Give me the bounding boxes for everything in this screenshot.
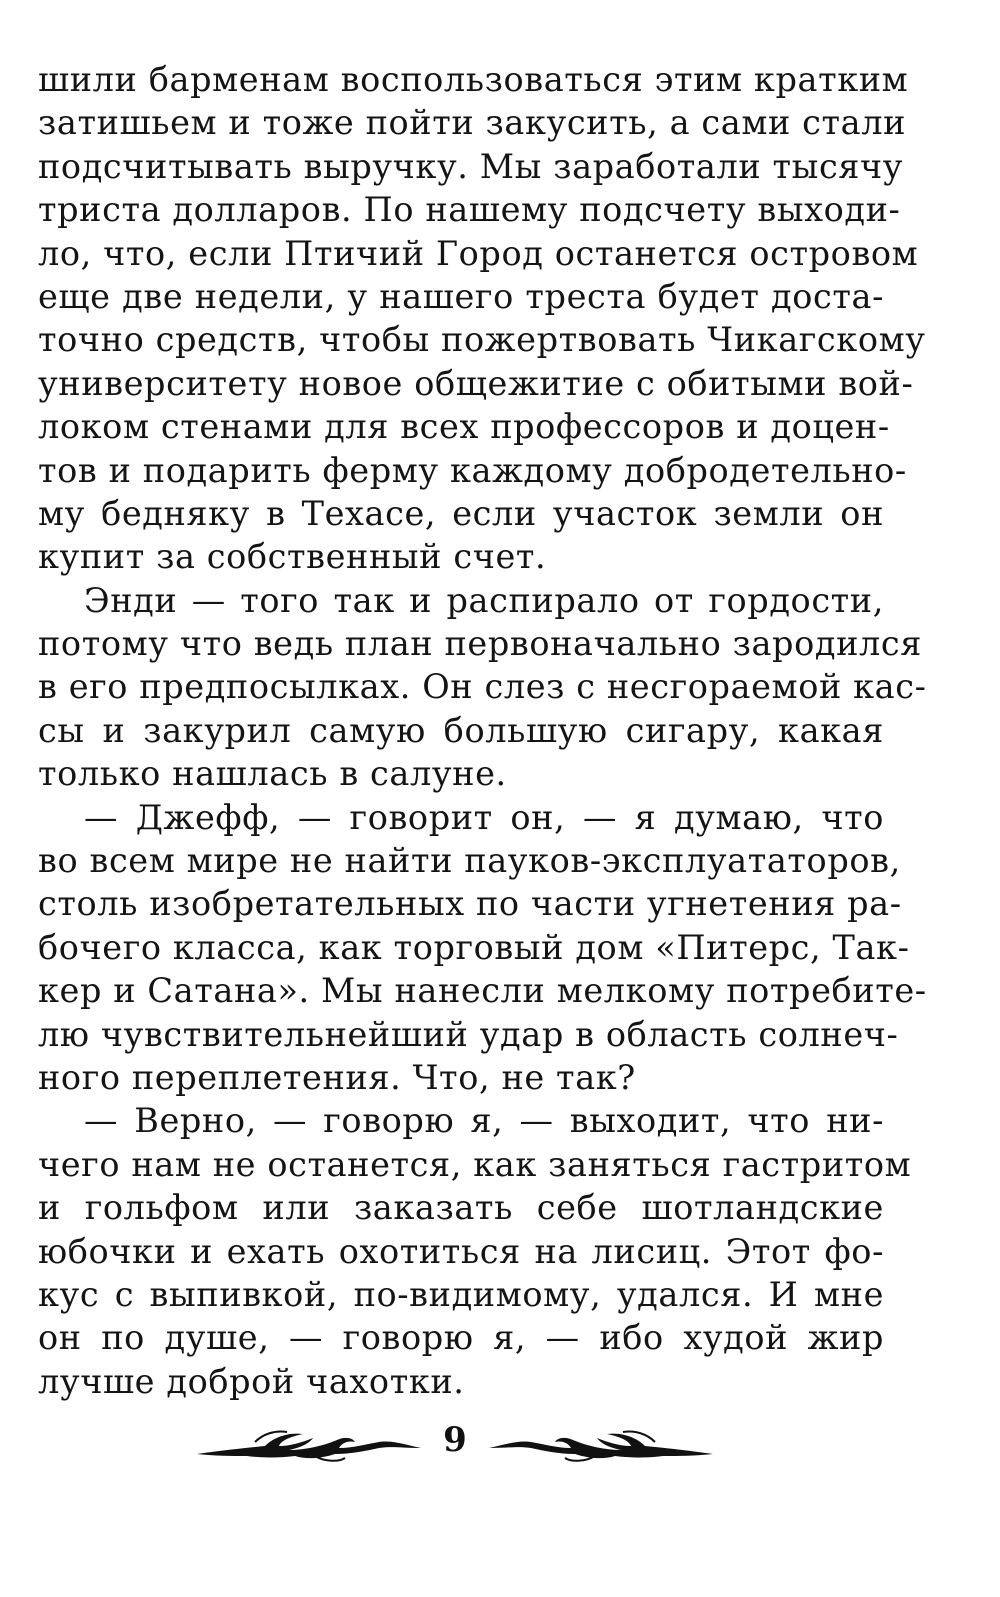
- text-line: лю чувствительнейший удар в область солнеч-: [38, 1014, 899, 1054]
- text-line: во всем мире не найти пауков-эксплуататоров,: [38, 841, 901, 881]
- text-line: кер и Сатана». Мы нанесли мелкому потребите-: [38, 971, 927, 1011]
- text-line: только нашлась в салуне.: [38, 754, 507, 794]
- text-line: он по душе, — говорю я, — ибо худой жир: [38, 1318, 884, 1358]
- text-line: подсчитывать выручку. Мы заработали тысячу: [38, 146, 904, 186]
- text-line: потому что ведь план первоначально зародился: [38, 624, 922, 664]
- page-number: 9: [443, 1420, 467, 1460]
- text-line: сы и закурил самую большую сигару, какая: [38, 710, 884, 750]
- text-line: ного переплетения. Что, не так?: [38, 1057, 636, 1097]
- text-line: шили барменам воспользоваться этим кратким: [38, 60, 909, 99]
- page-body-text: [38, 58, 927, 1403]
- text-line: му бедняку в Техасе, если участок земли он: [38, 493, 884, 533]
- ornament-right-icon: [485, 1424, 715, 1464]
- text-line: и гольфом или заказать себе шотландские: [38, 1188, 884, 1228]
- text-line: столь изобретательных по части угнетения ра-: [38, 884, 902, 924]
- page-footer: [195, 1418, 715, 1474]
- text-line: Энди — того так и распирало от гордости,: [84, 580, 884, 620]
- text-line: университету новое общежитие с обитыми вой-: [38, 363, 914, 403]
- paragraph: [38, 579, 927, 796]
- paragraph: [38, 58, 926, 579]
- text-line: кус с выпивкой, по-видимому, удался. И мне: [38, 1274, 884, 1314]
- text-line: триста долларов. По нашему подсчету выходи-: [38, 190, 901, 230]
- text-line: локом стенами для всех профессоров и доцен-: [38, 407, 890, 447]
- text-line: точно средств, чтобы пожертвовать Чикагскому: [38, 320, 926, 360]
- paragraph: [38, 1099, 912, 1403]
- text-line: лучше доброй чахотки.: [38, 1361, 465, 1401]
- text-line: тов и подарить ферму каждому добродетельно-: [38, 450, 907, 490]
- text-line: ло, что, если Птичий Город останется островом: [38, 233, 919, 273]
- paragraph: [38, 796, 927, 1100]
- text-line: еще две недели, у нашего треста будет доста-: [38, 276, 884, 316]
- text-line: чего нам не останется, как заняться гастритом: [38, 1144, 912, 1184]
- text-line: — Джефф, — говорит он, — я думаю, что: [84, 797, 884, 837]
- text-line: — Верно, — говорю я, — выходит, что ни-: [84, 1101, 884, 1141]
- text-line: купит за собственный счет.: [38, 537, 547, 577]
- text-line: затишьем и тоже пойти закусить, а сами стали: [38, 103, 907, 143]
- text-line: юбочки и ехать охотиться на лисиц. Этот фо-: [38, 1231, 884, 1271]
- text-line: бочего класса, как торговый дом «Питерс, Так-: [38, 927, 910, 967]
- text-line: в его предпосылках. Он слез с несгораемой кас-: [38, 667, 927, 707]
